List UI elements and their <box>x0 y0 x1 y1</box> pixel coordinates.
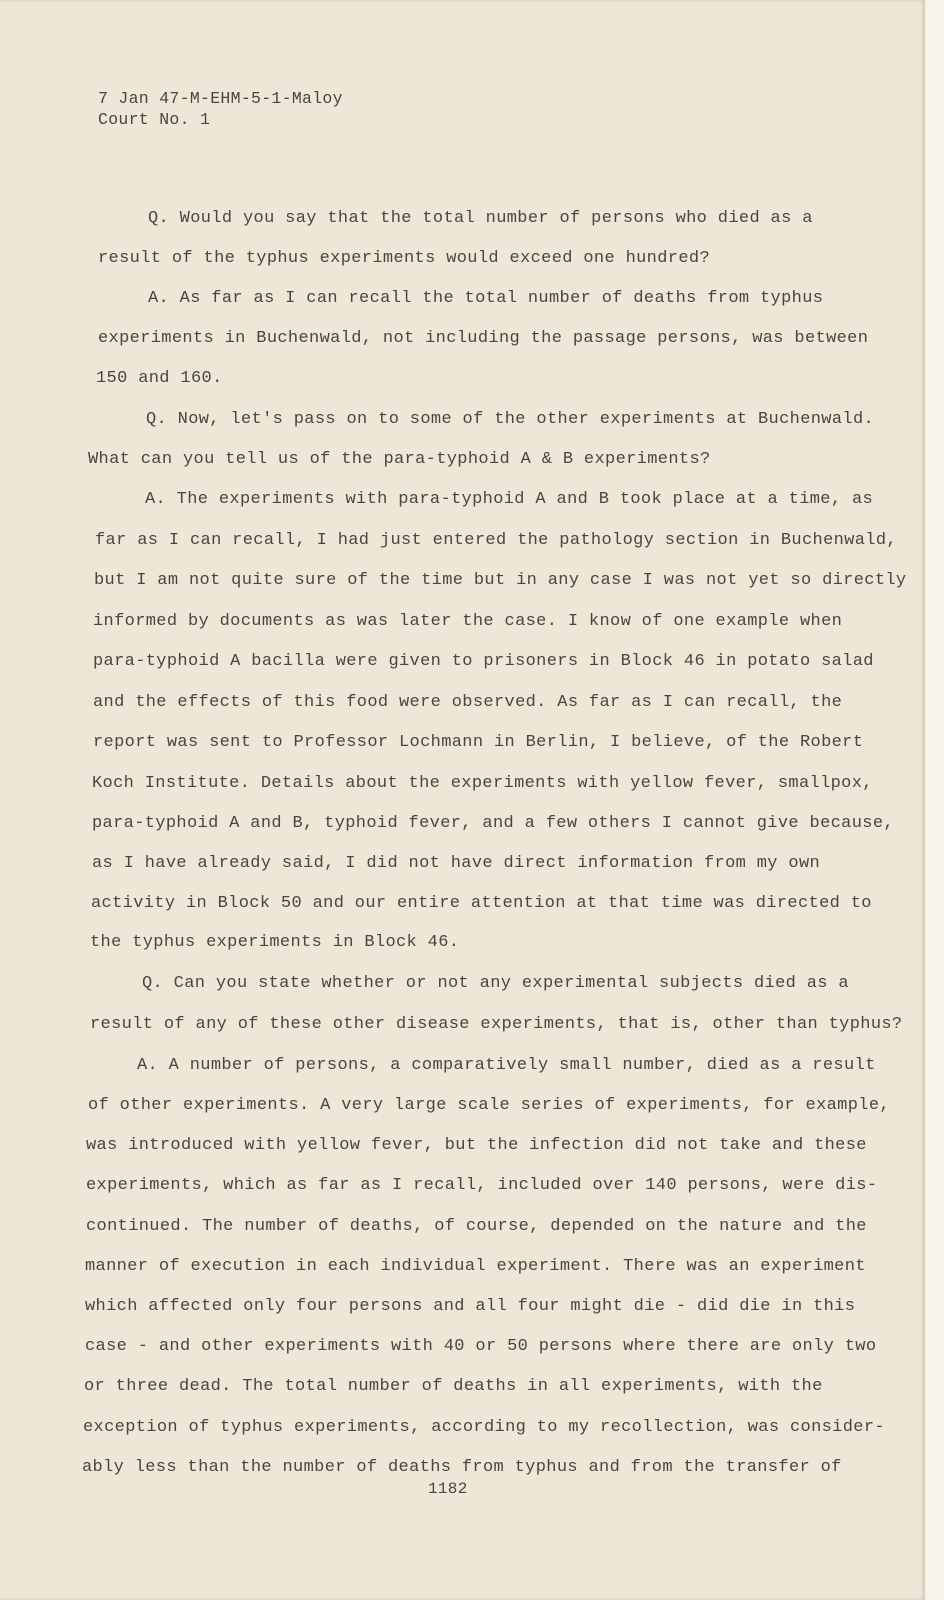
text-line: or three dead. The total number of deaths in all experiments, with the <box>84 1377 823 1396</box>
text-line: experiments, which as far as I recall, included over 140 persons, were dis- <box>86 1176 878 1195</box>
text-line: manner of execution in each individual experiment. There was an experiment <box>85 1257 866 1276</box>
text-line: result of the typhus experiments would exceed one hundred? <box>98 249 710 268</box>
text-line: continued. The number of deaths, of course, depended on the nature and the <box>86 1217 867 1236</box>
text-line: A. A number of persons, a comparatively small number, died as a result <box>137 1056 876 1075</box>
text-line: Q. Now, let's pass on to some of the other experiments at Buchenwald. <box>146 410 875 429</box>
text-line: result of any of these other disease experiments, that is, other than typhus? <box>90 1015 903 1034</box>
text-line: activity in Block 50 and our entire attention at that time was directed to <box>91 894 872 913</box>
text-line: What can you tell us of the para-typhoid A & B experiments? <box>88 450 711 469</box>
text-line: was introduced with yellow fever, but the infection did not take and these <box>86 1136 867 1155</box>
text-line: Koch Institute. Details about the experiments with yellow fever, smallpox, <box>92 774 873 793</box>
header-reference: 7 Jan 47-M-EHM-5-1-Maloy <box>98 89 343 108</box>
text-line: of other experiments. A very large scale series of experiments, for example, <box>88 1096 890 1115</box>
text-line: far as I can recall, I had just entered the pathology section in Buchenwald, <box>95 531 897 550</box>
text-line: exception of typhus experiments, according to my recollection, was consider- <box>83 1418 885 1437</box>
text-line: ably less than the number of deaths from typhus and from the transfer of <box>82 1458 842 1477</box>
page-number: 1182 <box>428 1480 468 1498</box>
text-line: A. As far as I can recall the total number of deaths from typhus <box>148 289 824 308</box>
text-line: as I have already said, I did not have direct information from my own <box>92 854 821 873</box>
text-line: report was sent to Professor Lochmann in Berlin, I believe, of the Robert <box>93 733 864 752</box>
document-header <box>98 88 343 130</box>
text-line: experiments in Buchenwald, not including the passage persons, was between <box>98 329 869 348</box>
text-line: and the effects of this food were observed. As far as I can recall, the <box>93 693 843 712</box>
text-line: Q. Can you state whether or not any experimental subjects died as a <box>142 974 849 993</box>
header-court: Court No. 1 <box>98 110 211 129</box>
text-line: Q. Would you say that the total number of persons who died as a <box>148 209 813 228</box>
text-line: case - and other experiments with 40 or 50 persons where there are only two <box>85 1337 877 1356</box>
text-line: para-typhoid A bacilla were given to prisoners in Block 46 in potato salad <box>93 652 874 671</box>
text-line: the typhus experiments in Block 46. <box>90 933 460 952</box>
text-line: which affected only four persons and all four might die - did die in this <box>85 1297 856 1316</box>
text-line: but I am not quite sure of the time but in any case I was not yet so directly <box>94 571 907 590</box>
text-line: informed by documents as was later the case. I know of one example when <box>93 612 843 631</box>
page-edge <box>925 0 944 1600</box>
text-line: 150 and 160. <box>96 369 223 388</box>
text-line: A. The experiments with para-typhoid A and B took place at a time, as <box>145 490 874 509</box>
text-line: para-typhoid A and B, typhoid fever, and a few others I cannot give because, <box>92 814 894 833</box>
